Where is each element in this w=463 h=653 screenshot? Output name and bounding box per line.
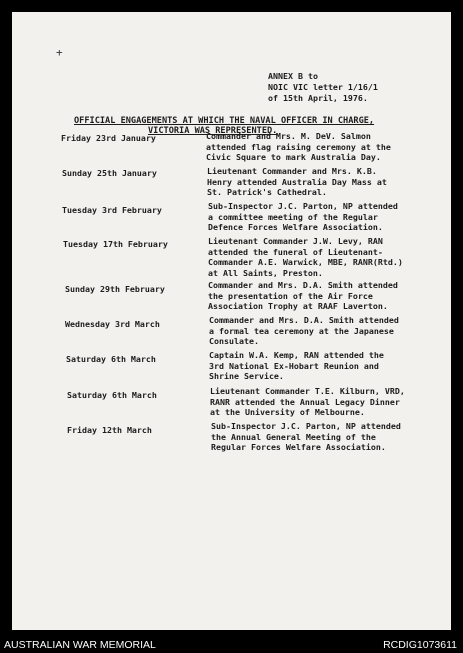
- entry-date: Saturday 6th March: [66, 354, 156, 364]
- archive-footer: [0, 634, 463, 653]
- entry-date: Tuesday 3rd February: [62, 205, 162, 215]
- archive-name: AUSTRALIAN WAR MEMORIAL: [4, 639, 156, 651]
- heading-line: VICTORIA WAS REPRESENTED.: [148, 126, 278, 136]
- entry-text: Sub-Inspector J.C. Parton, NP attended a committee meeting of the Regular Defence Forces Welfare Association.: [208, 201, 398, 232]
- entry-date: Friday 12th March: [67, 425, 152, 435]
- entry-date: Wednesday 3rd March: [65, 319, 160, 329]
- annex-line: NOIC VIC letter 1/16/1: [268, 82, 378, 92]
- entry-text: Lieutenant Commander T.E. Kilburn, VRD, RANR attended the Annual Legacy Dinner at the University of Melbourne.: [210, 386, 405, 417]
- entry-text: Captain W.A. Kemp, RAN attended the 3rd National Ex-Hobart Reunion and Shrine Service.: [209, 350, 384, 381]
- heading-line: OFFICIAL ENGAGEMENTS AT WHICH THE NAVAL OFFICER IN CHARGE,: [74, 116, 375, 126]
- entry-text: Commander and Mrs. D.A. Smith attended a formal tea ceremony at the Japanese Consulate.: [209, 315, 399, 346]
- archive-id: RCDIG1073611: [383, 639, 457, 651]
- annex-reference: [268, 71, 378, 104]
- entry-text: Sub-Inspector J.C. Parton, NP attended the Annual General Meeting of the Regular Forces Welfare Association.: [211, 421, 401, 452]
- entry-text: Commander and Mrs. M. DeV. Salmon attended flag raising ceremony at the Civic Square to mark Australia Day.: [206, 131, 391, 162]
- annex-line: of 15th April, 1976.: [268, 93, 368, 103]
- entry-date: Tuesday 17th February: [63, 239, 168, 249]
- entry-date: Saturday 6th March: [67, 390, 157, 400]
- entry-text: Commander and Mrs. D.A. Smith attended the presentation of the Air Force Association Trophy at RAAF Laverton.: [208, 280, 398, 311]
- pen-mark: +: [56, 46, 63, 59]
- entry-date: Sunday 29th February: [65, 284, 165, 294]
- entry-date: Friday 23rd January: [61, 133, 156, 143]
- document-page: [12, 12, 451, 630]
- entry-text: Lieutenant Commander and Mrs. K.B. Henry attended Australia Day Mass at St. Patrick's Cathedral.: [207, 166, 387, 197]
- annex-line: ANNEX B to: [268, 71, 318, 81]
- entry-text: Lieutenant Commander J.W. Levy, RAN attended the funeral of Lieutenant- Commander A.E. Warwick, MBE, RANR(Rtd.) at All Saints, Preston.: [208, 236, 403, 278]
- entry-date: Sunday 25th January: [62, 168, 157, 178]
